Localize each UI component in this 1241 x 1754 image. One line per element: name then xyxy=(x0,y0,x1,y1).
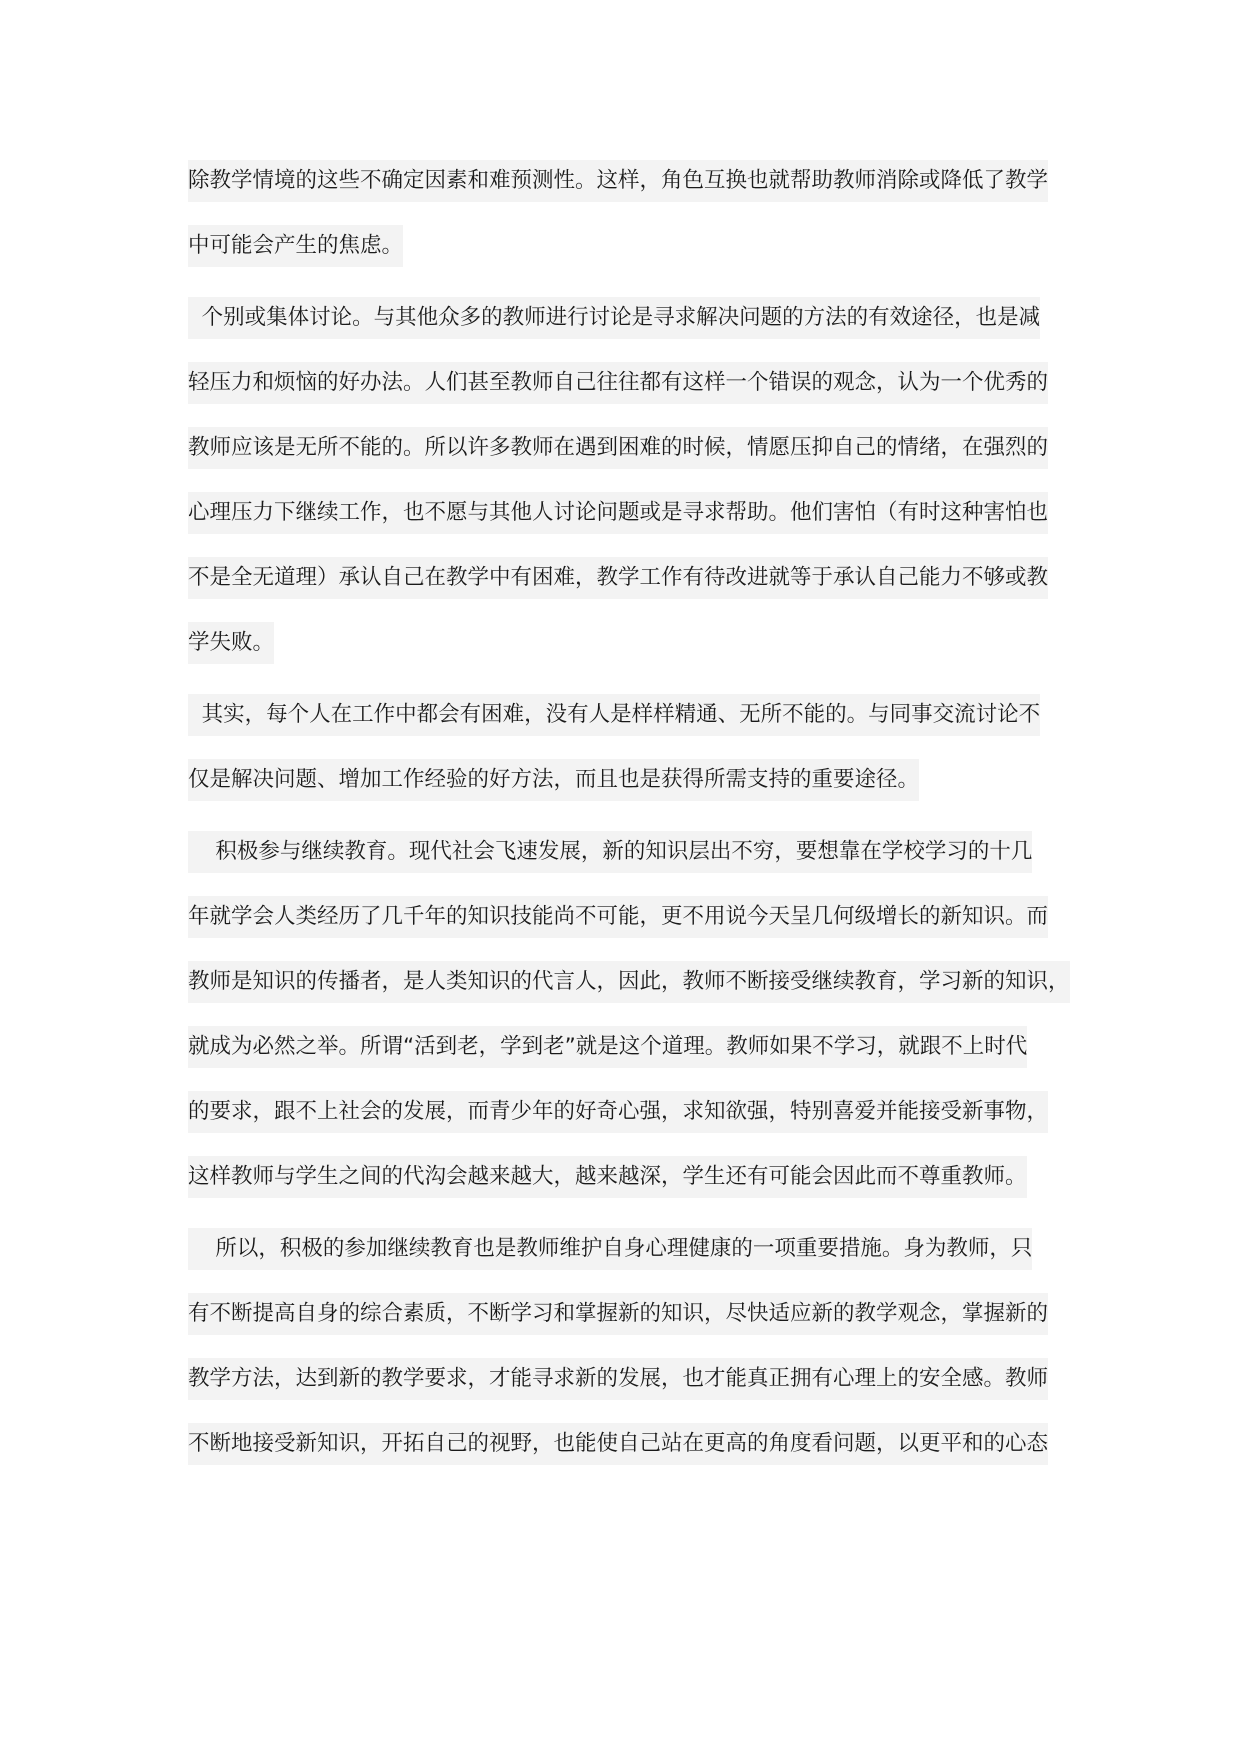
text-line: 这样教师与学生之间的代沟会越来越大，越来越深，学生还有可能会因此而不尊重教师。 xyxy=(188,1156,1027,1198)
text-line: 的要求，跟不上社会的发展，而青少年的好奇心强，求知欲强，特别喜爱并能接受新事物， xyxy=(188,1091,1048,1133)
text-line: 学失败。 xyxy=(188,622,274,664)
text-line: 除教学情境的这些不确定因素和难预测性。这样，角色互换也就帮助教师消除或降低了教学 xyxy=(188,160,1048,202)
text-line: 积极参与继续教育。现代社会飞速发展，新的知识层出不穷，要想靠在学校学习的十几 xyxy=(188,831,1032,873)
text-line: 就成为必然之举。所谓“活到老，学到老”就是这个道理。教师如果不学习，就跟不上时代 xyxy=(188,1026,1027,1068)
paragraph xyxy=(188,297,1080,664)
text-line: 年就学会人类经历了几千年的知识技能尚不可能，更不用说今天呈几何级增长的新知识。而 xyxy=(188,896,1048,938)
text-line: 轻压力和烦恼的好办法。人们甚至教师自己往往都有这样一个错误的观念，认为一个优秀的 xyxy=(188,362,1048,404)
text-line: 不是全无道理）承认自己在教学中有困难，教学工作有待改进就等于承认自己能力不够或教 xyxy=(188,557,1048,599)
text-line: 心理压力下继续工作，也不愿与其他人讨论问题或是寻求帮助。他们害怕（有时这种害怕也 xyxy=(188,492,1048,534)
text-line: 仅是解决问题、增加工作经验的好方法，而且也是获得所需支持的重要途径。 xyxy=(188,759,919,801)
paragraph xyxy=(188,831,1080,1198)
text-line: 不断地接受新知识，开拓自己的视野，也能使自己站在更高的角度看问题，以更平和的心态 xyxy=(188,1423,1048,1465)
paragraph xyxy=(188,1228,1080,1465)
text-line: 有不断提高自身的综合素质，不断学习和掌握新的知识，尽快适应新的教学观念，掌握新的 xyxy=(188,1293,1048,1335)
text-line: 其实，每个人在工作中都会有困难，没有人是样样精通、无所不能的。与同事交流讨论不 xyxy=(188,694,1040,736)
paragraph xyxy=(188,160,1080,267)
document-body xyxy=(188,160,1080,1495)
paragraph xyxy=(188,694,1080,801)
text-line: 教师是知识的传播者，是人类知识的代言人，因此，教师不断接受继续教育，学习新的知识， xyxy=(188,961,1070,1003)
text-line: 教学方法，达到新的教学要求，才能寻求新的发展，也才能真正拥有心理上的安全感。教师 xyxy=(188,1358,1048,1400)
text-line: 个别或集体讨论。与其他众多的教师进行讨论是寻求解决问题的方法的有效途径，也是减 xyxy=(188,297,1040,339)
text-line: 中可能会产生的焦虑。 xyxy=(188,225,403,267)
text-line: 所以，积极的参加继续教育也是教师维护自身心理健康的一项重要措施。身为教师，只 xyxy=(188,1228,1032,1270)
text-line: 教师应该是无所不能的。所以许多教师在遇到困难的时候，情愿压抑自己的情绪，在强烈的 xyxy=(188,427,1048,469)
